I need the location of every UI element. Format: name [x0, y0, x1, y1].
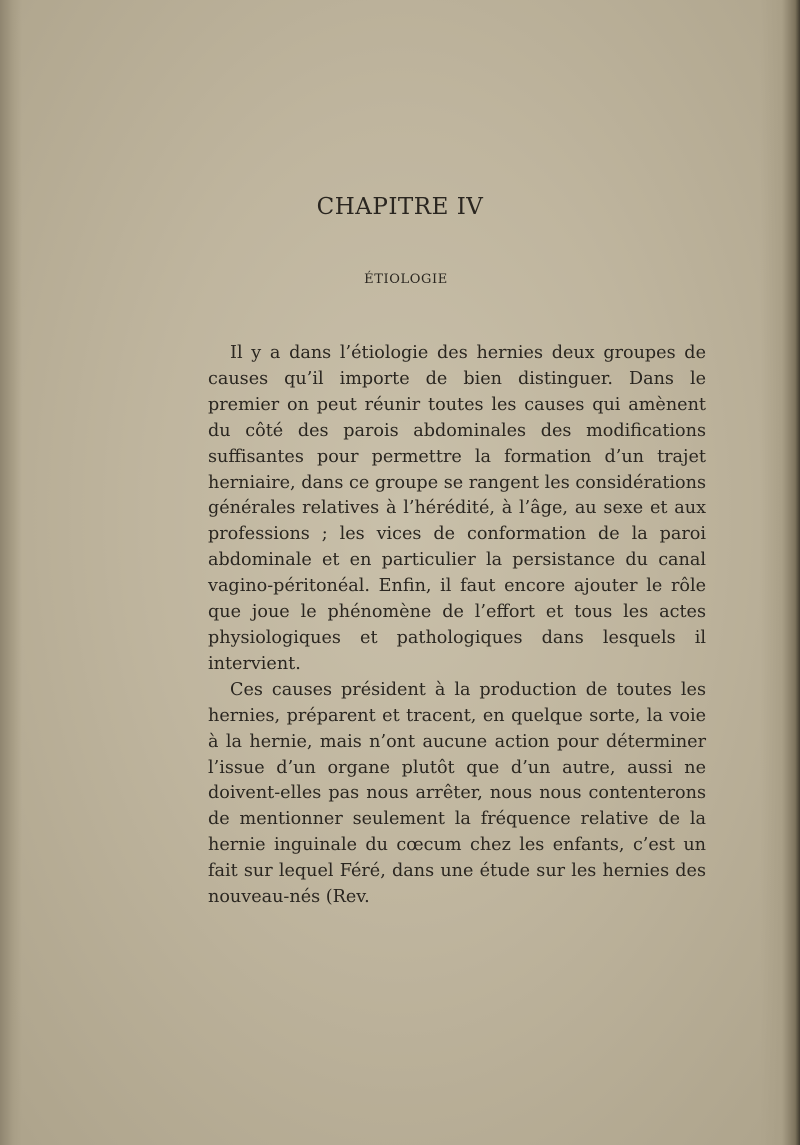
paragraph-1: Il y a dans l’étiologie des hernies deux groupes de causes qu’il importe de bien distinguer. Dans le premier on peut réunir toutes les causes qui amènent du côté des parois abdominales des modifications suffisantes pour permettre la formation d’un trajet herniaire, dans ce groupe se rangent les considérations générales relatives à l’hérédité, à l’âge, au sexe et aux professions ; les vices de conformation de la paroi abdominale et en particulier la persistance du canal vagino-péritonéal. Enfin, il faut encore ajouter le rôle que joue le phénomène de l’effort et tous les actes physiologiques et pathologiques dans lesquels il intervient. [208, 343, 706, 674]
page-edge-shadow-left [0, 0, 22, 1145]
chapter-title: CHAPITRE IV [316, 194, 484, 220]
paragraph-2: Ces causes président à la production de toutes les hernies, préparent et tracent, en quelque sorte, la voie à la hernie, mais n’ont aucune action pour déterminer l’issue d’un organe plutôt que d’un autre, aussi ne doivent-elles pas nous arrêter, nous nous contenterons de mentionner seulement la fréquence relative de la hernie inguinale du cœcum chez les enfants, c’est un fait sur lequel Féré, dans une étude sur les hernies des nouveau-nés (Rev. [208, 679, 706, 908]
section-title: ÉTIOLOGIE [364, 272, 448, 287]
page-edge-shadow-right [760, 0, 800, 1145]
body-text [208, 341, 706, 911]
